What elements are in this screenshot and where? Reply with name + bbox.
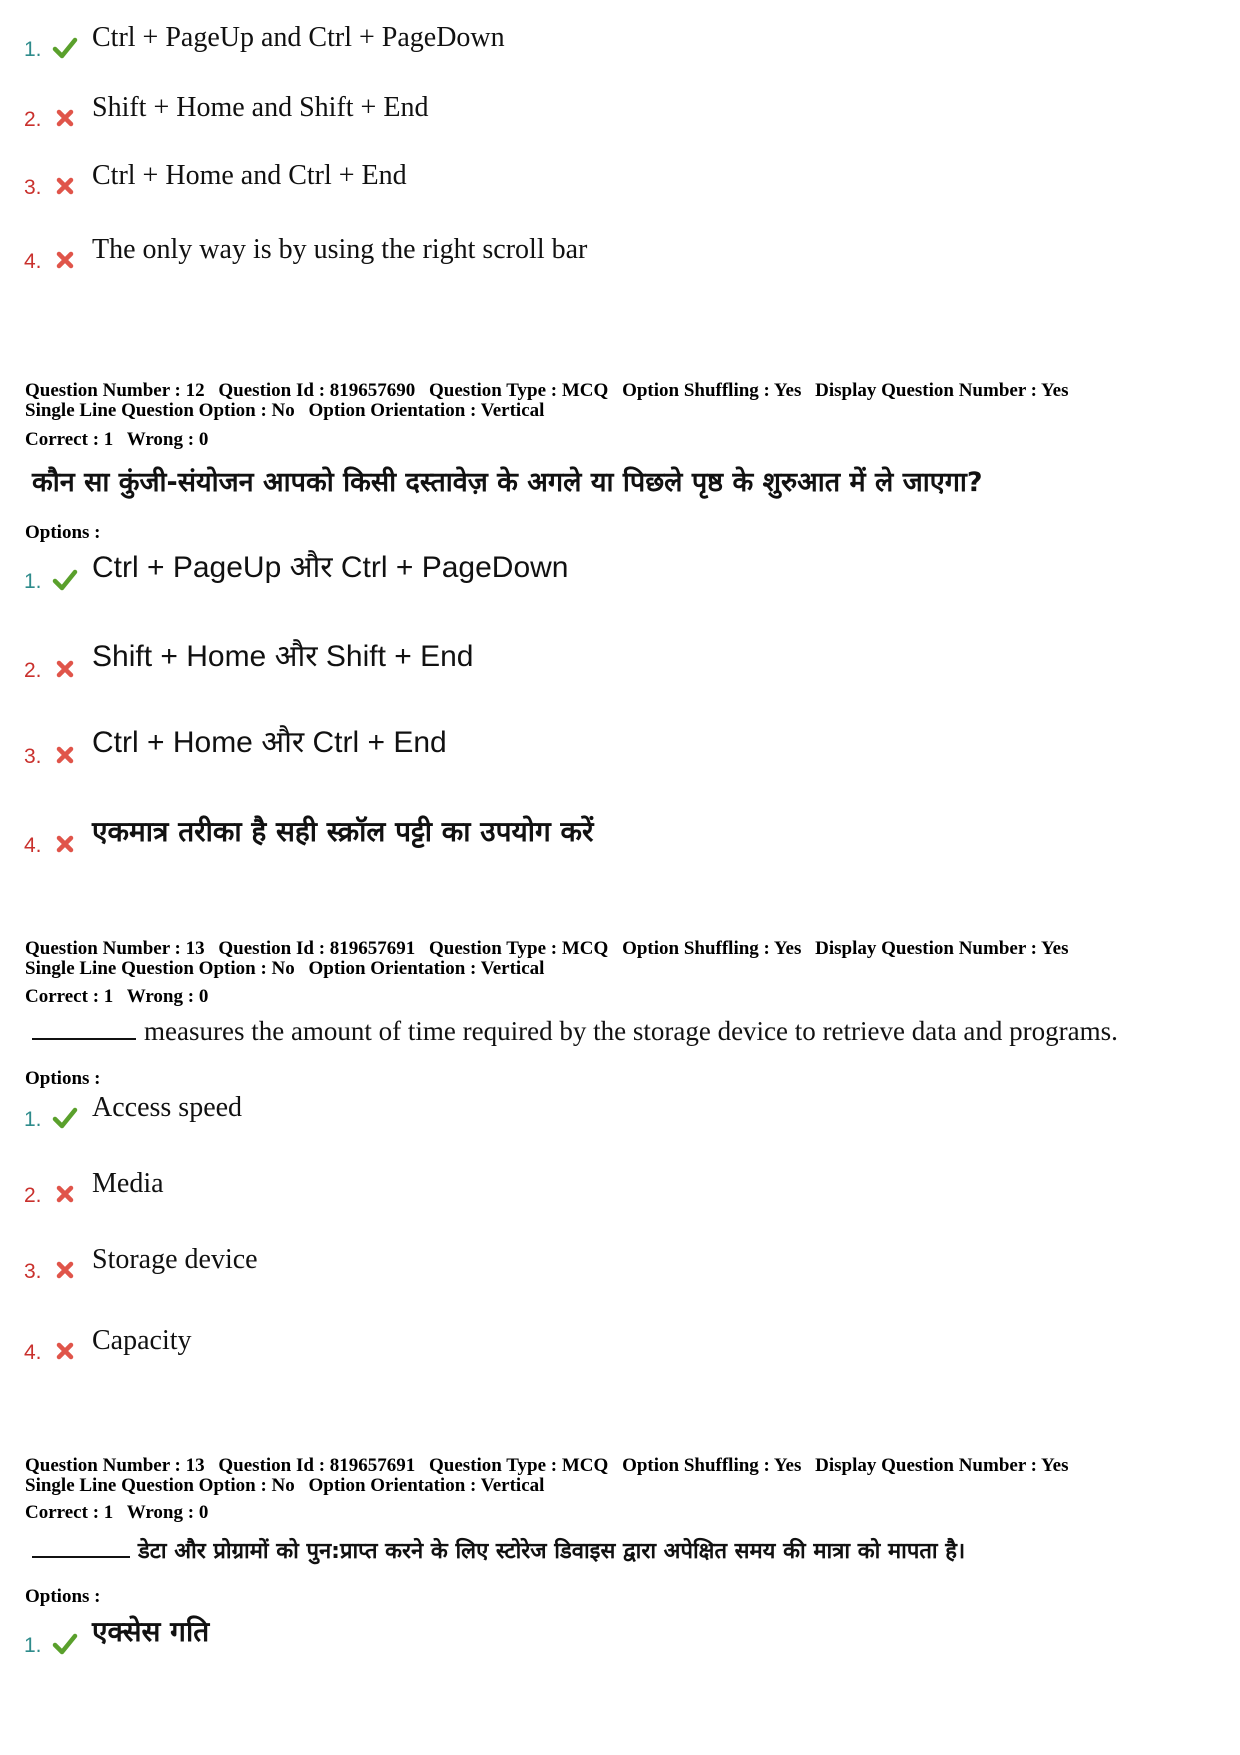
option-text: The only way is by using the right scroll bar xyxy=(92,234,588,265)
question-type: Question Type : MCQ xyxy=(429,1455,609,1476)
check-icon xyxy=(52,36,78,60)
option-orientation: Option Orientation : Vertical xyxy=(308,958,545,979)
question-meta-line-2 xyxy=(25,959,1215,979)
option-number: 1. xyxy=(24,1634,42,1657)
option-number: 1. xyxy=(24,1108,42,1131)
wrong-marks: Wrong : 0 xyxy=(126,429,209,450)
display-question-number: Display Question Number : Yes xyxy=(815,1455,1069,1476)
question-number: Question Number : 13 xyxy=(25,1455,205,1476)
single-line-option: Single Line Question Option : No xyxy=(25,1475,295,1496)
options-label: Options : xyxy=(25,1068,101,1089)
option-number: 2. xyxy=(24,108,42,131)
question-type: Question Type : MCQ xyxy=(429,380,609,401)
correct-marks: Correct : 1 xyxy=(25,1502,114,1523)
wrong-marks: Wrong : 0 xyxy=(126,1502,209,1523)
question-text-content: डेटा और प्रोग्रामों को पुन:प्राप्त करने के लिए स्टोरेज डिवाइस द्वारा अपेक्षित समय की मात्रा को मापता है। xyxy=(138,1539,966,1564)
option-orientation: Option Orientation : Vertical xyxy=(308,400,545,421)
check-icon xyxy=(52,1632,78,1656)
option-number: 3. xyxy=(24,745,42,768)
cross-icon xyxy=(52,657,78,681)
question-meta-line-1 xyxy=(25,1456,1215,1476)
cross-icon xyxy=(52,1339,78,1363)
options-label: Options : xyxy=(25,1586,101,1607)
option-text: Ctrl + PageUp और Ctrl + PageDown xyxy=(92,551,569,584)
cross-icon xyxy=(52,106,78,130)
check-icon xyxy=(52,1106,78,1130)
question-number: Question Number : 13 xyxy=(25,938,205,959)
question-id: Question Id : 819657691 xyxy=(218,1455,416,1476)
option-text: एकमात्र तरीका है सही स्क्रॉल पट्टी का उपयोग करें xyxy=(92,815,594,848)
option-number: 2. xyxy=(24,1184,42,1207)
display-question-number: Display Question Number : Yes xyxy=(815,938,1069,959)
correct-marks: Correct : 1 xyxy=(25,986,114,1007)
cross-icon xyxy=(52,174,78,198)
option-text: Media xyxy=(92,1168,164,1199)
question-text xyxy=(32,1016,1118,1047)
option-text: Ctrl + Home and Ctrl + End xyxy=(92,160,407,191)
option-orientation: Option Orientation : Vertical xyxy=(308,1475,545,1496)
option-number: 3. xyxy=(24,176,42,199)
single-line-option: Single Line Question Option : No xyxy=(25,958,295,979)
question-type: Question Type : MCQ xyxy=(429,938,609,959)
question-meta-line-1 xyxy=(25,381,1215,401)
single-line-option: Single Line Question Option : No xyxy=(25,400,295,421)
question-meta-line-2 xyxy=(25,401,1215,421)
option-text: Storage device xyxy=(92,1244,258,1275)
cross-icon xyxy=(52,832,78,856)
option-text: Shift + Home and Shift + End xyxy=(92,92,429,123)
display-question-number: Display Question Number : Yes xyxy=(815,380,1069,401)
question-text-content: measures the amount of time required by the storage device to retrieve data and programs. xyxy=(144,1016,1118,1046)
question-id: Question Id : 819657690 xyxy=(218,380,416,401)
wrong-marks: Wrong : 0 xyxy=(126,986,209,1007)
option-number: 1. xyxy=(24,38,42,61)
option-text: एक्सेस गति xyxy=(92,1615,210,1648)
marks-line xyxy=(25,429,217,451)
option-number: 4. xyxy=(24,1341,42,1364)
question-meta-line-1 xyxy=(25,939,1215,959)
correct-marks: Correct : 1 xyxy=(25,429,114,450)
option-shuffling: Option Shuffling : Yes xyxy=(622,1455,802,1476)
marks-line xyxy=(25,986,217,1008)
cross-icon xyxy=(52,1182,78,1206)
option-text: Capacity xyxy=(92,1325,192,1356)
option-text: Shift + Home और Shift + End xyxy=(92,640,474,673)
option-text: Access speed xyxy=(92,1092,243,1123)
cross-icon xyxy=(52,1258,78,1282)
option-shuffling: Option Shuffling : Yes xyxy=(622,380,802,401)
cross-icon xyxy=(52,743,78,767)
question-meta-line-2 xyxy=(25,1476,1215,1496)
option-number: 3. xyxy=(24,1260,42,1283)
check-icon xyxy=(52,568,78,592)
option-number: 2. xyxy=(24,659,42,682)
cross-icon xyxy=(52,248,78,272)
option-number: 4. xyxy=(24,250,42,273)
question-text: कौन सा कुंजी-संयोजन आपको किसी दस्तावेज़ के अगले या पिछले पृष्ठ के शुरुआत में ले जाएगा? xyxy=(32,467,983,498)
question-number: Question Number : 12 xyxy=(25,380,205,401)
marks-line xyxy=(25,1502,217,1524)
option-text: Ctrl + Home और Ctrl + End xyxy=(92,726,447,759)
question-id: Question Id : 819657691 xyxy=(218,938,416,959)
answer-blank xyxy=(32,1036,136,1040)
option-shuffling: Option Shuffling : Yes xyxy=(622,938,802,959)
question-text xyxy=(32,1535,965,1565)
option-number: 4. xyxy=(24,834,42,857)
answer-blank xyxy=(32,1554,130,1558)
options-label: Options : xyxy=(25,522,101,543)
option-text: Ctrl + PageUp and Ctrl + PageDown xyxy=(92,22,505,53)
option-number: 1. xyxy=(24,570,42,593)
